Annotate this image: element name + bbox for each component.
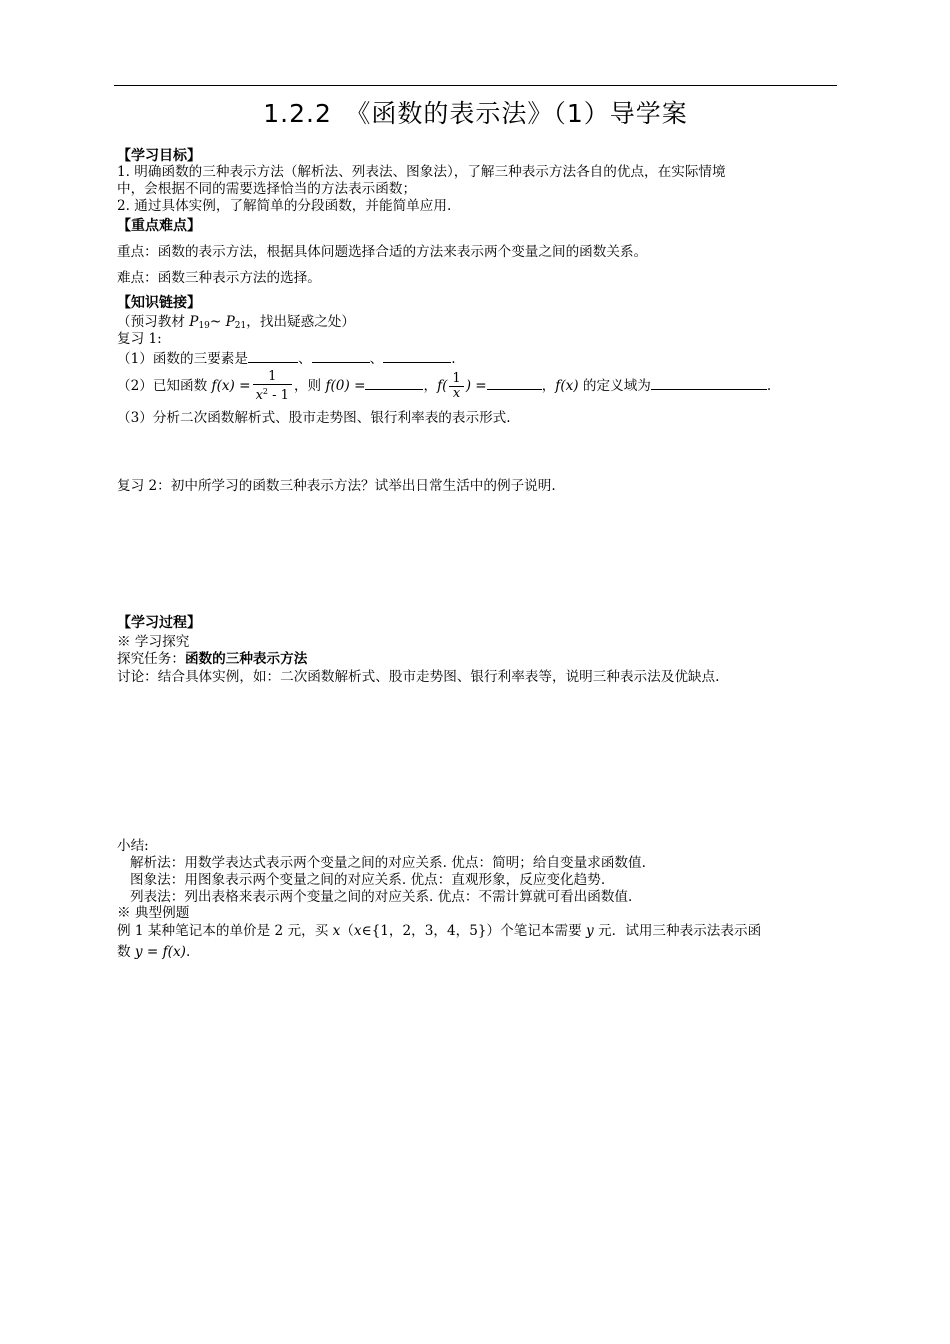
page-ref-end: P bbox=[225, 314, 235, 330]
task-line bbox=[117, 651, 307, 668]
review-2: 复习 2：初中所学习的函数三种表示方法？试举出日常生活中的例子说明. bbox=[117, 478, 556, 494]
q2-f0: f(0) = bbox=[325, 378, 366, 394]
summary-table: 列表法：列出表格来表示两个变量之间的对应关系. 优点：不需计算就可看出函数值. bbox=[130, 889, 633, 905]
q2-fx2: f(x) bbox=[555, 378, 579, 394]
summary-analytic: 解析法：用数学表达式表示两个变量之间的对应关系. 优点：简明；给自变量求函数值. bbox=[130, 855, 646, 871]
examples-label: ※ 典型例题 bbox=[117, 905, 190, 921]
task-title: 函数的三种表示方法 bbox=[184, 651, 308, 667]
goal-line-2: 中，会根据不同的需要选择恰当的方法表示函数； bbox=[117, 181, 417, 197]
blank-2 bbox=[312, 349, 370, 363]
page-title: 1.2.2 《函数的表示法》（1）导学案 bbox=[263, 99, 688, 128]
summary-graph: 图象法：用图象表示两个变量之间的对应关系. 优点：直观形象，反应变化趋势. bbox=[130, 872, 606, 888]
goals-heading: 【学习目标】 bbox=[117, 148, 201, 164]
example-1-line-1: 例 1 某种笔记本的单价是 2 元，买 x（x∈{1，2，3，4，5}）个笔记本需要 y 元．试用三种表示法表示函 bbox=[117, 923, 762, 939]
q2-a: （2）已知函数 bbox=[117, 378, 212, 394]
blank-1 bbox=[248, 349, 298, 363]
q1-end: . bbox=[451, 351, 456, 367]
discuss-text: 讨论：结合具体实例，如：二次函数解析式、股市走势图、银行利率表等，说明三种表示法及优缺点. bbox=[117, 669, 720, 685]
explore-label: ※ 学习探究 bbox=[117, 634, 190, 650]
header-rule bbox=[114, 85, 837, 86]
example-1-line-2: 数 y = f(x). bbox=[117, 944, 191, 960]
goal-line-1: 1. 明确函数的三种表示方法（解析法、列表法、图象法），了解三种表示方法各自的优点，在实际情境 bbox=[117, 164, 726, 180]
difficult-point-text: 难点：函数三种表示方法的选择。 bbox=[117, 270, 321, 286]
blank-4 bbox=[365, 376, 423, 390]
page-ref-start: P bbox=[189, 314, 199, 330]
page-ref-end-num: 21 bbox=[234, 321, 247, 331]
page-ref-start-num: 19 bbox=[198, 321, 210, 331]
q1-sep-2: 、 bbox=[369, 351, 384, 367]
blank-6 bbox=[651, 376, 767, 390]
goal-line-3: 2. 通过具体实例，了解简单的分段函数，并能简单应用. bbox=[117, 198, 452, 214]
q2-end: . bbox=[766, 378, 772, 394]
q2-c: ， bbox=[423, 378, 438, 394]
keypoints-heading: 【重点难点】 bbox=[117, 218, 201, 234]
q2-fraction-2: $\frac{1}{x}$ bbox=[449, 372, 463, 401]
preview-text-a: （预习教材 bbox=[117, 314, 190, 330]
q2-b: ，则 bbox=[293, 378, 326, 394]
key-point-text: 重点：函数的表示方法，根据具体问题选择合适的方法来表示两个变量之间的函数关系。 bbox=[117, 244, 648, 260]
q2-fx: f(x) = bbox=[211, 378, 251, 394]
q2-close: ) = bbox=[465, 378, 487, 394]
tilde: ~ bbox=[209, 314, 226, 330]
process-heading: 【学习过程】 bbox=[117, 615, 201, 631]
summary-label: 小结: bbox=[117, 838, 149, 854]
q1-text: （1）函数的三要素是 bbox=[117, 351, 248, 367]
task-label: 探究任务： bbox=[117, 651, 185, 667]
q2-e: 的定义域为 bbox=[578, 378, 651, 394]
q2-fraction bbox=[253, 370, 292, 403]
blank-5 bbox=[487, 376, 542, 390]
q2-f: f( bbox=[437, 378, 448, 394]
q2-frac-den: $x^2 - 1$ bbox=[255, 387, 289, 403]
q2-frac-num: 1 bbox=[253, 370, 292, 385]
blank-3 bbox=[383, 349, 451, 363]
q1-sep-1: 、 bbox=[298, 351, 312, 367]
review-1-label: 复习 1: bbox=[117, 331, 162, 347]
preview-text-b: ，找出疑惑之处） bbox=[246, 314, 355, 330]
knowledge-heading: 【知识链接】 bbox=[117, 295, 201, 311]
q2-d: ， bbox=[541, 378, 556, 394]
question-2 bbox=[117, 366, 771, 406]
question-3: （3）分析二次函数解析式、股市走势图、银行利率表的表示形式. bbox=[117, 410, 511, 426]
